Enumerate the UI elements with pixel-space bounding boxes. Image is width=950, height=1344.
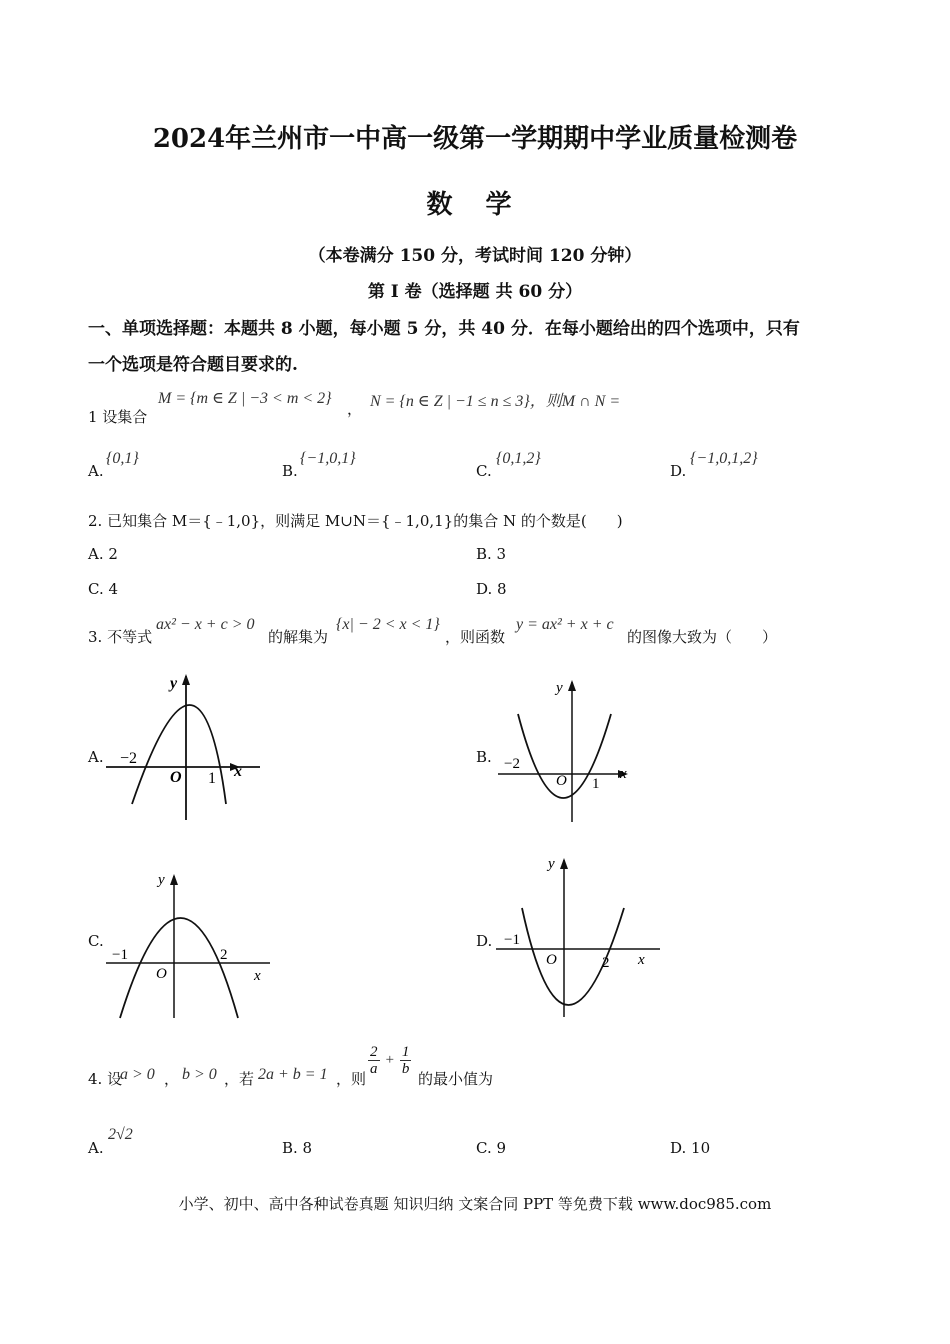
q1-comma: ， [347, 400, 363, 418]
y-axis-arrow [182, 674, 190, 685]
q2-option-c: C. 4 [88, 580, 119, 598]
q3-graph-a [100, 668, 260, 828]
q1-option-b-label: B. [282, 462, 298, 480]
q3-graph-c [104, 868, 274, 1023]
exam-note: （本卷满分 150 分，考试时间 120 分钟） [308, 246, 642, 266]
q3-graph-d-label: D. [476, 932, 493, 950]
root-left-label: −2 [504, 756, 520, 772]
y-axis-arrow [170, 874, 178, 885]
q3-graph-b [494, 672, 644, 827]
y-axis-label: y [158, 872, 165, 888]
x-axis-label: x [638, 952, 645, 968]
q4-sep-3: ，则 [336, 1070, 367, 1088]
origin-label: O [546, 952, 557, 968]
q4-cond-b: b > 0 [182, 1066, 217, 1083]
q4-option-a-label: A. [88, 1139, 104, 1157]
q4-expression [368, 1044, 411, 1077]
y-axis-arrow [568, 680, 576, 691]
q4-sep-1: ， [164, 1070, 180, 1088]
part-heading: 第 I 卷（选择题 共 60 分） [367, 282, 583, 302]
q1-option-a-value: {0,1} [106, 450, 139, 467]
q4-cond-sum: 2a + b = 1 [258, 1066, 328, 1083]
x-axis-label: x [254, 968, 261, 984]
root-left-label: −1 [112, 947, 128, 963]
x-axis-label: x [234, 763, 242, 780]
root-left-label: −1 [504, 932, 520, 948]
q2-option-b: B. 3 [476, 545, 507, 563]
q3-prefix: 3. 不等式 [88, 628, 153, 646]
fraction-1-over-b: $\frac{1}{b}$ [401, 1044, 410, 1077]
q1-option-d-label: D. [670, 462, 687, 480]
q1-set-m: M = {m ∈ Z | −3 < m < 2} [158, 390, 332, 407]
q4-option-b: B. 8 [282, 1139, 313, 1157]
q1-option-c-label: C. [476, 462, 492, 480]
q3-graph-d [494, 852, 664, 1022]
y-axis-label: y [170, 675, 178, 692]
q3-inequality: ax² − x + c > 0 [156, 616, 255, 633]
q3-mid-text-2: ，则函数 [445, 628, 506, 646]
q2-option-a: A. 2 [88, 545, 118, 563]
q4-suffix: 的最小值为 [418, 1070, 494, 1088]
q4-option-a-value: 2√2 [108, 1126, 133, 1143]
q3-function: y = ax² + x + c [516, 616, 614, 633]
section-instruction-line1: 一、单项选择题：本题共 8 小题，每小题 5 分，共 40 分．在每小题给出的四个选项中，只有 [88, 319, 800, 339]
q3-graph-c-label: C. [88, 932, 104, 950]
q1-set-n: N = {n ∈ Z | −1 ≤ n ≤ 3}，则M ∩ N = [370, 393, 621, 410]
parabola-curve [120, 918, 238, 1018]
parabola-curve [132, 705, 226, 804]
plus-sign: + [384, 1052, 395, 1068]
page-title: 2024年兰州市一中高一级第一学期期中学业质量检测卷 [152, 124, 798, 154]
section-instruction-line2: 一个选项是符合题目要求的. [88, 355, 298, 375]
y-axis-label: y [548, 856, 555, 872]
origin-label: O [170, 769, 182, 786]
q4-cond-a: a > 0 [120, 1066, 155, 1083]
q3-suffix: 的图像大致为（ ） [627, 628, 778, 646]
y-axis-label: y [556, 680, 563, 696]
origin-label: O [156, 966, 167, 982]
root-right-label: 2 [602, 955, 610, 971]
q4-option-d: D. 10 [670, 1139, 711, 1157]
origin-label: O [556, 773, 567, 789]
q3-graph-b-label: B. [476, 748, 492, 766]
fraction-2-over-a: $\frac{2}{a}$ [370, 1044, 378, 1077]
q1-option-b-value: {−1,0,1} [300, 450, 356, 467]
x-axis-label: x [620, 766, 627, 782]
q4-sep-2: ，若 [224, 1070, 255, 1088]
q3-mid-text-1: 的解集为 [268, 628, 329, 646]
q4-option-c: C. 9 [476, 1139, 507, 1157]
root-left-label: −2 [120, 750, 138, 767]
q1-prefix: 1 设集合 [88, 408, 148, 426]
q1-option-d-value: {−1,0,1,2} [690, 450, 758, 467]
q3-solution-set: {x| − 2 < x < 1} [336, 616, 440, 633]
root-right-label: 1 [208, 770, 216, 787]
root-right-label: 2 [220, 947, 228, 963]
q2-option-d: D. 8 [476, 580, 507, 598]
q1-option-a-label: A. [88, 462, 104, 480]
page-footer: 小学、初中、高中各种试卷真题 知识归纳 文案合同 PPT 等免费下载 www.doc985.com [178, 1195, 772, 1213]
q2-stem: 2. 已知集合 M＝{﹣1,0}，则满足 M∪N＝{﹣1,0,1}的集合 N 的个数是( ) [88, 512, 623, 530]
subject-title: 数 学 [426, 190, 524, 220]
q4-prefix: 4. 设 [88, 1070, 123, 1088]
q1-option-c-value: {0,1,2} [496, 450, 541, 467]
root-right-label: 1 [592, 776, 600, 792]
y-axis-arrow [560, 858, 568, 869]
q3-graph-a-label: A. [88, 748, 104, 766]
